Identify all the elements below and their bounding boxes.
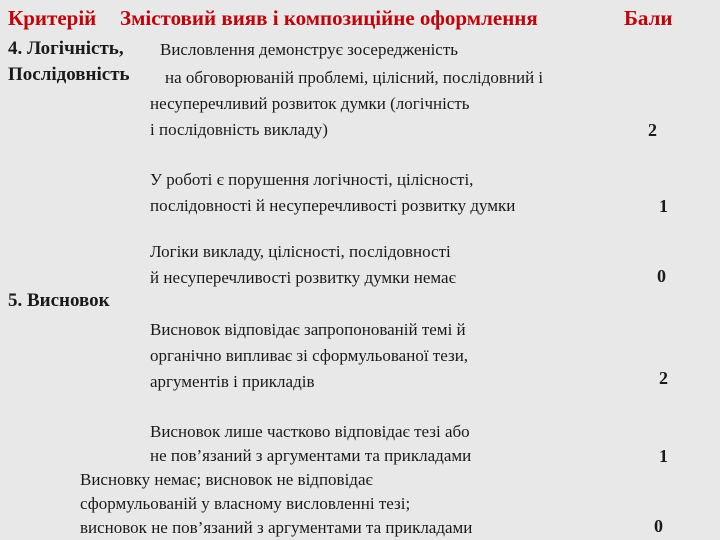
conclusion-score-2: 2	[659, 368, 668, 388]
header-points: Бали	[624, 6, 673, 30]
logic-title-line1: 4. Логічність,	[8, 38, 124, 59]
logic-score-2: 2	[648, 120, 657, 140]
logic-score-1: 1	[659, 196, 668, 216]
header-criterion: Критерій	[8, 6, 97, 30]
logic-desc-2-line1: Висловлення демонструє зосередженість	[160, 40, 459, 59]
conclusion-desc-0-line1: Висновку немає; висновок не відповідає	[80, 470, 373, 489]
conclusion-desc-2-line2: органічно випливає зі сформульованої тези,	[150, 346, 469, 365]
header-content: Змістовий вияв і композиційне оформлення	[120, 6, 538, 30]
conclusion-score-0: 0	[654, 516, 663, 536]
conclusion-desc-2-line1: Висновок відповідає запропонованій темі й	[150, 320, 466, 339]
logic-score-0: 0	[657, 266, 666, 286]
logic-desc-2-line3: несуперечливий розвиток думки (логічність	[150, 94, 470, 113]
conclusion-desc-0-line3: висновок не пов’язаний з аргументами та прикладами	[80, 518, 473, 537]
conclusion-desc-1-line2: не пов’язаний з аргументами та прикладами	[150, 446, 472, 465]
conclusion-desc-2-line3: аргументів і прикладів	[150, 372, 315, 391]
logic-desc-1-line1: У роботі є порушення логічності, цілісності,	[150, 170, 474, 189]
logic-desc-1-line2: послідовності й несуперечливості розвитку думки	[150, 196, 516, 215]
conclusion-score-1: 1	[659, 446, 668, 466]
conclusion-desc-1-line1: Висновок лише частково відповідає тезі або	[150, 422, 470, 441]
logic-desc-2-line2: на обговорюваній проблемі, цілісний, послідовний і	[165, 68, 544, 87]
logic-title-line2: Послідовність	[8, 64, 130, 85]
logic-desc-2-line4: і послідовність викладу)	[150, 120, 328, 139]
conclusion-title: 5. Висновок	[8, 290, 110, 311]
logic-desc-0-line2: й несуперечливості розвитку думки немає	[150, 268, 456, 287]
conclusion-desc-0-line2: сформульованій у власному висловленні тезі;	[80, 494, 411, 513]
logic-desc-0-line1: Логіки викладу, цілісності, послідовності	[150, 242, 451, 261]
